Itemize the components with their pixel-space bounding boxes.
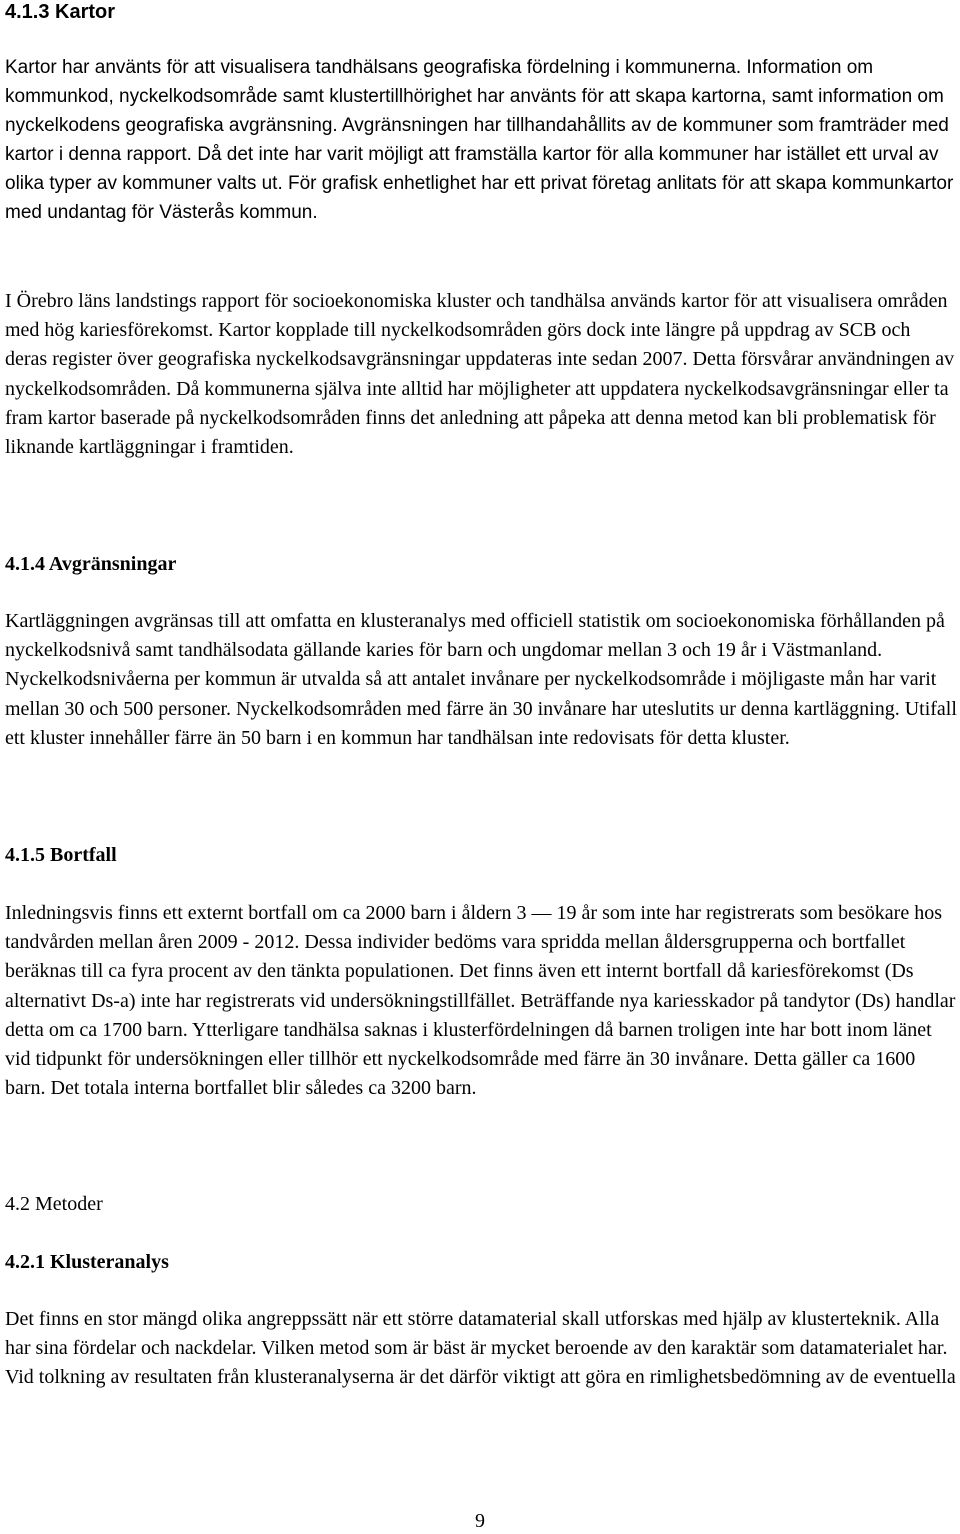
section-heading-bortfall: 4.1.5 Bortfall	[5, 844, 117, 866]
paragraph-kartor-2: I Örebro läns landstings rapport för socioekonomiska kluster och tandhälsa används kartor för att visualisera områden med hög kariesförekomst. Kartor kopplade till nyckelkodsområden görs dock inte längre på uppdrag av SCB och deras register över geografiska nyckelkodsavgränsningar uppdateras inte sedan 2007. Detta försvårar användningen av nyckelkodsområden. Då kommunerna själva inte alltid har möjligheter att uppdatera nyckelkodsavgränsningar eller ta fram kartor baserade på nyckelkodsområden finns det anledning att påpeka att denna metod kan bli problematisk för liknande kartläggningar i framtiden.	[5, 290, 955, 459]
section-heading-avgransningar: 4.1.4 Avgränsningar	[5, 553, 177, 575]
paragraph-kartor-1: Kartor har använts för att visualisera tandhälsans geografiska fördelning i kommunerna. Information om kommunkod, nyckelkodsområde samt klustertillhörighet har använts för att skapa kartorna, samt information om nyckelkodens geografiska avgränsning. Avgränsningen har tillhandahållits av de kommuner som framträder med kartor i denna rapport. Då det inte har varit möjligt att framställa kartor för alla kommuner har istället ett urval av olika typer av kommuner valts ut. För grafisk enhetlighet har ett privat företag anlitats för att skapa kommunkartor med undantag för Västerås kommun.	[5, 57, 954, 223]
section-heading-klusteranalys: 4.2.1 Klusteranalys	[5, 1251, 169, 1273]
page-number: 9	[475, 1510, 485, 1532]
section-heading-metoder: 4.2 Metoder	[5, 1193, 103, 1215]
paragraph-avgransningar: Kartläggningen avgränsas till att omfatta en klusteranalys med officiell statistik om socioekonomiska förhållanden på nyckelkodsnivå samt tandhälsodata gällande karies för barn och ungdomar mellan 3 och 19 år i Västmanland. Nyckelkodsnivåerna per kommun är utvalda så att antalet invånare per nyckelkodsområde i möjligaste mån har varit mellan 30 och 500 personer. Nyckelkodsområden med färre än 30 invånare har uteslutits ur denna kartläggning. Utifall ett kluster innehåller färre än 50 barn i en kommun har tandhälsan inte redovisats för detta kluster.	[5, 610, 957, 749]
paragraph-bortfall: Inledningsvis finns ett externt bortfall om ca 2000 barn i åldern 3 — 19 år som inte har registrerats som besökare hos tandvården mellan åren 2009 - 2012. Dessa individer bedöms vara spridda mellan åldersgrupperna och bortfallet beräknas till ca fyra procent av den tänkta populationen. Det finns även ett internt bortfall då kariesförekomst (Ds alternativt Ds-a) inte har registrerats vid undersökningstillfället. Beträffande nya kariesskador på tandytor (Ds) handlar detta om ca 1700 barn. Ytterligare tandhälsa saknas i klusterfördelningen då barnen troligen inte har bott inom länet vid tidpunkt för undersökningen eller tillhör ett nyckelkodsområde med färre än 30 invånare. Detta gäller ca 1600 barn. Det totala interna bortfallet blir således ca 3200 barn.	[5, 902, 956, 1100]
section-heading-kartor: 4.1.3 Kartor	[5, 1, 116, 23]
paragraph-klusteranalys: Det finns en stor mängd olika angreppssätt när ett större datamaterial skall utforskas med hjälp av klusterteknik. Alla har sina fördelar och nackdelar. Vilken metod som är bäst är mycket beroende av den karaktär som datamaterialet har. Vid tolkning av resultaten från klusteranalyserna är det därför viktigt att göra en rimlighetsbedömning av de eventuella	[5, 1308, 956, 1389]
